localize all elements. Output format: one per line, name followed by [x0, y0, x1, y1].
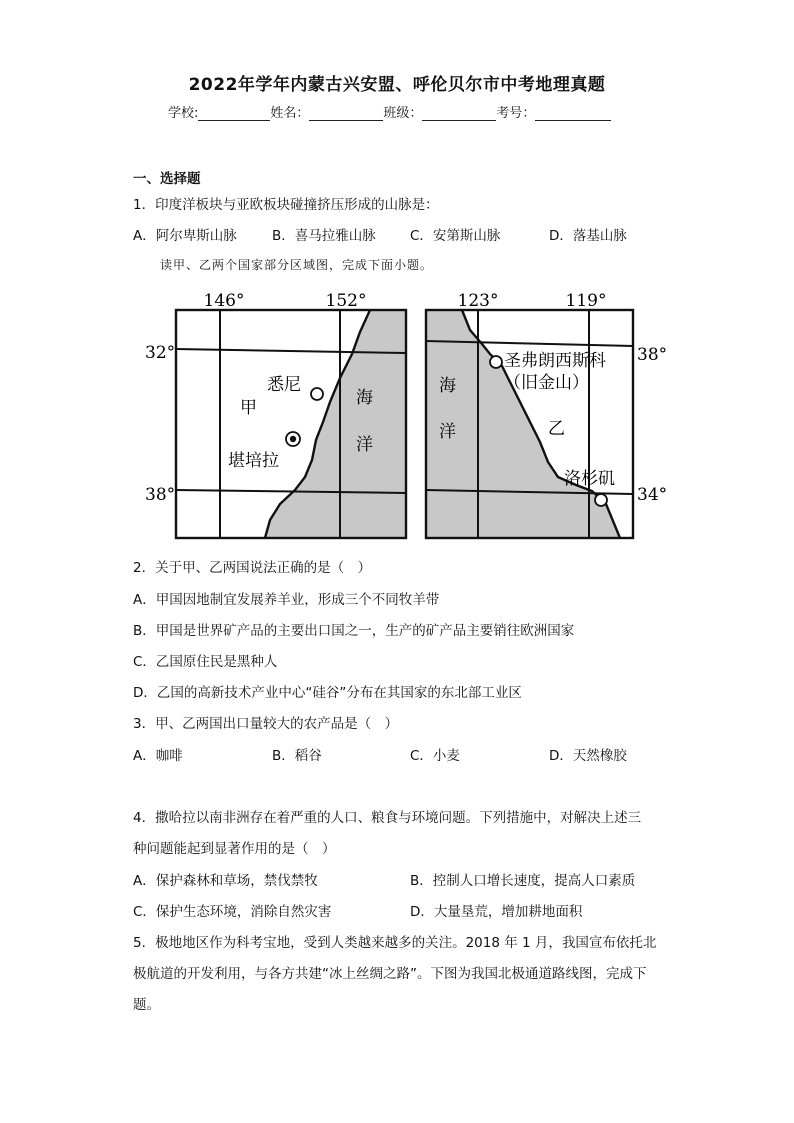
- q1-option-b: B．喜马拉雅山脉: [272, 228, 376, 244]
- q5-line3: 题。: [133, 997, 160, 1013]
- section-heading: 一、选择题: [133, 171, 201, 187]
- q4-option-c: C．保护生态环境，消除自然灾害: [133, 904, 332, 920]
- map-left-lon1-label: 146°: [203, 291, 245, 311]
- q1-stem: 1．印度洋板块与亚欧板块碰撞挤压形成的山脉是：: [133, 197, 439, 213]
- q3-option-b: B．稻谷: [272, 748, 322, 764]
- map-left: [145, 291, 406, 538]
- sydney-label: 悉尼: [267, 375, 301, 395]
- maps-figure: [130, 282, 670, 544]
- map-left-lon2-label: 152°: [325, 291, 367, 311]
- q2-option-d: D．乙国的高新技术产业中心“硅谷”分布在其国家的东北部工业区: [133, 685, 522, 701]
- q2-option-b: B．甲国是世界矿产品的主要出口国之一，生产的矿产品主要销往欧洲国家: [133, 623, 575, 639]
- q2-option-a: A．甲国因地制宜发展养羊业，形成三个不同牧羊带: [133, 592, 440, 608]
- map-right-lon2-label: 119°: [565, 291, 607, 311]
- map-right-country-label: 乙: [548, 419, 565, 439]
- q1-option-d: D．落基山脉: [549, 228, 627, 244]
- page-title: 2022年学年内蒙古兴安盟、呼伦贝尔市中考地理真题: [188, 75, 606, 95]
- canberra-marker-dot: [290, 436, 296, 442]
- sydney-marker: [311, 388, 323, 400]
- los-angeles-marker: [595, 494, 607, 506]
- q2-stem: 2．关于甲、乙两国说法正确的是（ ）: [133, 560, 372, 576]
- q1-option-a: A．阿尔卑斯山脉: [133, 228, 237, 244]
- school-blank: [198, 106, 270, 121]
- map-right-sea-char1: 海: [439, 376, 456, 396]
- q4-option-d: D．大量垦荒，增加耕地面积: [410, 904, 583, 920]
- name-blank: [309, 106, 383, 121]
- q3-option-c: C．小麦: [410, 748, 460, 764]
- san-francisco-marker: [490, 356, 502, 368]
- q1-option-c: C．安第斯山脉: [410, 228, 501, 244]
- q4-stem-line2: 种问题能起到显著作用的是（ ）: [133, 841, 336, 857]
- q3-option-d: D．天然橡胶: [549, 748, 627, 764]
- map-left-country-label: 甲: [240, 398, 257, 418]
- san-francisco-alt-label: （旧金山）: [504, 373, 589, 393]
- canberra-label: 堪培拉: [228, 451, 279, 471]
- map-left-sea: [265, 310, 406, 538]
- q2-option-c: C．乙国原住民是黑种人: [133, 654, 278, 670]
- name-label: 姓名：: [270, 106, 310, 121]
- exam-no-label: 考号：: [496, 106, 536, 121]
- map-right-lat-top-label: 38°: [637, 345, 668, 365]
- map-intro: 读甲、乙两个国家部分区域图，完成下面小题。: [160, 258, 434, 272]
- map-left-sea-char1: 海: [356, 388, 373, 408]
- map-right-sea-char2: 洋: [439, 422, 456, 442]
- map-right-lat-bottom-label: 34°: [637, 485, 668, 505]
- q4-stem-line1: 4．撒哈拉以南非洲存在着严重的人口、粮食与环境问题。下列措施中，对解决上述三: [133, 810, 642, 826]
- class-label: 班级：: [383, 106, 423, 121]
- los-angeles-label: 洛杉矶: [564, 469, 615, 489]
- school-label: 学校:: [168, 106, 199, 121]
- map-left-lat-top-label: 32°: [145, 343, 176, 363]
- q5-line2: 极航道的开发利用，与各方共建“冰上丝绸之路”。下图为我国北极通道路线图，完成下: [133, 966, 647, 982]
- q5-line1: 5．极地地区作为科考宝地，受到人类越来越多的关注。2018 年 1 月，我国宣布依托北: [133, 935, 657, 951]
- student-info-row: [168, 102, 611, 121]
- map-left-sea-char2: 洋: [356, 435, 373, 455]
- class-blank: [422, 106, 496, 121]
- q4-option-b: B．控制人口增长速度，提高人口素质: [410, 873, 636, 889]
- q3-option-a: A．咖啡: [133, 748, 183, 764]
- map-right: [426, 291, 667, 538]
- exam-no-blank: [535, 106, 611, 121]
- q4-option-a: A．保护森林和草场，禁伐禁牧: [133, 873, 318, 889]
- map-right-lon1-label: 123°: [457, 291, 499, 311]
- san-francisco-label: 圣弗朗西斯科: [504, 351, 606, 371]
- map-left-lat-bottom-label: 38°: [145, 485, 176, 505]
- q3-stem: 3．甲、乙两国出口量较大的农产品是（ ）: [133, 716, 399, 732]
